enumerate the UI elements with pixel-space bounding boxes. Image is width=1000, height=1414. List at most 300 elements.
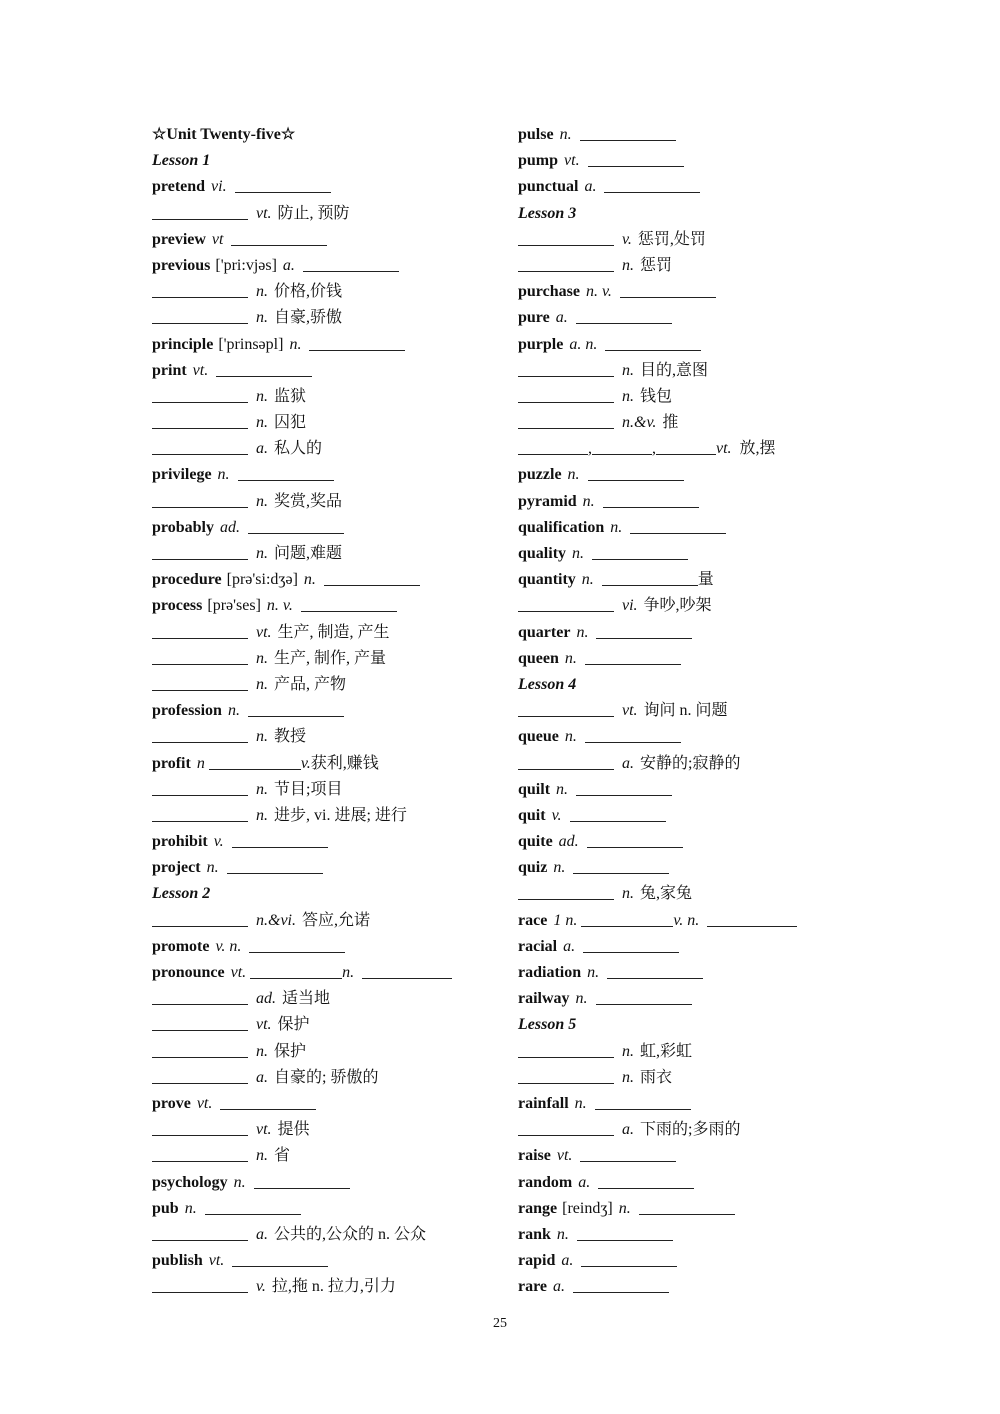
vocab-word: purchase (518, 283, 580, 301)
part-of-speech: n. (556, 1225, 569, 1243)
vocab-row (152, 410, 502, 436)
answer-blank[interactable] (254, 1172, 350, 1189)
vocab-word: quality (518, 545, 567, 562)
vocab-row (518, 1117, 858, 1143)
vocab-word: profit (152, 754, 191, 772)
vocab-word: puzzle (518, 466, 562, 484)
part-of-speech: a. (553, 1278, 566, 1296)
part-of-speech: vt (211, 230, 224, 248)
answer-blank[interactable] (152, 1041, 248, 1058)
part-of-speech: n. (622, 256, 634, 274)
part-of-speech: n. (256, 780, 268, 798)
meaning: 提供 (277, 1121, 310, 1139)
vocab-word: promote (152, 937, 210, 955)
answer-blank[interactable] (152, 1276, 248, 1293)
part-of-speech: a. (561, 1252, 574, 1270)
vocab-row (518, 751, 858, 777)
vocab-row (152, 646, 502, 672)
vocab-row (518, 1248, 858, 1274)
lesson-heading: Lesson 4 (518, 675, 577, 693)
part-of-speech: n. (342, 964, 355, 981)
part-of-speech: a. (622, 754, 634, 772)
vocab-word: principle (152, 335, 214, 353)
answer-blank[interactable] (518, 1067, 614, 1084)
vocab-row (518, 358, 858, 384)
meaning: 生产, 制造, 产生 (277, 623, 390, 641)
vocab-row (152, 515, 502, 541)
vocab-row (152, 960, 502, 986)
vocab-row (518, 541, 858, 567)
part-of-speech: 1 n. (553, 911, 578, 929)
answer-blank[interactable] (518, 1041, 614, 1058)
answer-blank[interactable] (583, 936, 679, 953)
answer-blank[interactable] (518, 1119, 614, 1136)
vocab-row (518, 515, 858, 541)
answer-blank[interactable] (588, 150, 684, 167)
answer-blank[interactable] (518, 595, 614, 612)
vocab-row (152, 1196, 502, 1222)
vocab-row (518, 908, 858, 934)
answer-blank[interactable] (581, 910, 673, 927)
vocab-word: probably (152, 518, 214, 536)
part-of-speech: n. (256, 283, 268, 301)
vocab-word: radiation (518, 964, 582, 981)
vocab-row (518, 1196, 858, 1222)
part-of-speech: n. (256, 649, 268, 667)
vocab-row (152, 724, 502, 750)
vocab-word: profession (152, 702, 222, 720)
meaning: 生产, 制作, 产量 (274, 649, 387, 667)
answer-blank[interactable] (573, 857, 669, 874)
answer-blank[interactable] (152, 674, 248, 691)
vocab-row (518, 1170, 858, 1196)
vocab-word: preview (152, 230, 206, 248)
vocab-row (518, 253, 858, 279)
answer-blank[interactable] (592, 438, 652, 455)
part-of-speech: n. (233, 1173, 246, 1191)
vocab-row (152, 620, 502, 646)
vocab-word: psychology (152, 1173, 228, 1191)
vocab-row (152, 751, 502, 777)
meaning: 私人的 (274, 440, 323, 458)
answer-blank[interactable] (152, 805, 248, 822)
answer-blank[interactable] (152, 203, 248, 220)
part-of-speech: vt. (556, 1147, 573, 1165)
meaning: 放,摆 (739, 440, 776, 458)
part-of-speech: vt. (622, 702, 638, 720)
part-of-speech: n. (256, 1042, 268, 1060)
vocab-row (518, 148, 858, 174)
part-of-speech: n. (572, 545, 585, 562)
vocab-row (152, 227, 502, 253)
vocab-row (152, 829, 502, 855)
answer-blank[interactable] (607, 962, 703, 979)
answer-blank[interactable] (518, 360, 614, 377)
answer-blank[interactable] (576, 779, 672, 796)
vocab-word: punctual (518, 178, 579, 196)
vocab-row (518, 227, 858, 253)
vocab-row (152, 1170, 502, 1196)
answer-blank[interactable] (620, 281, 716, 298)
answer-blank[interactable] (518, 229, 614, 246)
answer-blank[interactable] (238, 464, 334, 481)
vocab-word: purple (518, 335, 564, 353)
meaning: 问题,难题 (274, 545, 343, 562)
vocab-word: railway (518, 990, 570, 1008)
part-of-speech: n. (622, 1068, 634, 1086)
part-of-speech: a. (578, 1173, 591, 1191)
part-of-speech: a. n. (569, 335, 598, 353)
answer-blank[interactable] (209, 753, 301, 770)
part-of-speech: a. (622, 1121, 634, 1139)
lesson-heading: Lesson 2 (152, 885, 211, 903)
answer-blank[interactable] (152, 779, 248, 796)
vocab-row (518, 1065, 858, 1091)
answer-blank[interactable] (518, 386, 614, 403)
part-of-speech: n. (622, 387, 634, 405)
vocab-row (518, 593, 858, 619)
vocab-row (518, 279, 858, 305)
answer-blank[interactable] (596, 988, 692, 1005)
meaning: 奖赏,奖品 (274, 492, 343, 510)
answer-blank[interactable] (362, 962, 452, 979)
meaning: 节目;项目 (274, 780, 343, 798)
part-of-speech: n.&vi. (256, 911, 296, 929)
vocab-word: rare (518, 1278, 548, 1296)
part-of-speech: n. (256, 1147, 268, 1165)
answer-blank[interactable] (152, 910, 248, 927)
answer-blank[interactable] (602, 569, 698, 586)
vocab-row (152, 593, 502, 619)
part-of-speech: n. (256, 806, 268, 824)
answer-blank[interactable] (595, 1093, 691, 1110)
part-of-speech: n. (184, 1199, 197, 1217)
meaning: 省 (274, 1147, 291, 1165)
vocab-word: pub (152, 1199, 179, 1217)
part-of-speech: n (196, 754, 205, 772)
answer-blank[interactable] (232, 1250, 328, 1267)
answer-blank[interactable] (232, 831, 328, 848)
answer-blank[interactable] (216, 360, 312, 377)
part-of-speech: ad. (219, 518, 240, 536)
vocab-row (152, 122, 502, 148)
part-of-speech: n. v. (266, 597, 293, 615)
vocab-word: quantity (518, 571, 576, 589)
part-of-speech: vt. (208, 1252, 225, 1270)
part-of-speech: n.&v. (622, 414, 657, 432)
answer-blank[interactable] (656, 438, 716, 455)
answer-blank[interactable] (518, 412, 614, 429)
part-of-speech: n. (587, 964, 600, 981)
vocab-word: privilege (152, 466, 212, 484)
part-of-speech: vi. (622, 597, 638, 615)
vocab-word: racial (518, 937, 558, 955)
answer-blank[interactable] (248, 700, 344, 717)
vocab-row (152, 1117, 502, 1143)
vocab-row (518, 829, 858, 855)
vocab-row (518, 384, 858, 410)
vocab-row (152, 777, 502, 803)
vocab-word: pretend (152, 178, 206, 196)
meaning: 进步, vi. 进展; 进行 (274, 806, 407, 824)
meaning: 兔,家兔 (640, 885, 693, 903)
phonetic: ['pri:vjəs] (215, 256, 277, 274)
phonetic: ['prinsəpl] (218, 335, 284, 353)
vocab-word: project (152, 859, 201, 877)
vocab-row (152, 358, 502, 384)
answer-blank[interactable] (581, 1250, 677, 1267)
vocab-row (152, 803, 502, 829)
lesson-heading: Lesson 3 (518, 204, 577, 222)
answer-blank[interactable] (603, 491, 699, 508)
vocab-word: process (152, 597, 203, 615)
answer-blank[interactable] (152, 622, 248, 639)
answer-blank[interactable] (152, 1145, 248, 1162)
part-of-speech: vt. (716, 440, 732, 458)
vocab-row (152, 462, 502, 488)
answer-blank[interactable] (309, 334, 405, 351)
vocab-row (518, 698, 858, 724)
part-of-speech: n. (610, 518, 623, 536)
answer-blank[interactable] (231, 229, 327, 246)
vocab-row (518, 934, 858, 960)
answer-blank[interactable] (220, 1093, 316, 1110)
answer-blank[interactable] (518, 438, 588, 455)
lesson-heading: Lesson 1 (152, 152, 211, 170)
answer-blank[interactable] (580, 124, 676, 141)
vocab-row (152, 698, 502, 724)
meaning: 保护 (277, 1016, 310, 1034)
answer-blank[interactable] (588, 464, 684, 481)
part-of-speech: a. (256, 1225, 268, 1243)
answer-blank[interactable] (152, 988, 248, 1005)
meaning: 目的,意图 (640, 361, 709, 379)
answer-blank[interactable] (639, 1198, 735, 1215)
answer-blank[interactable] (152, 1067, 248, 1084)
vocab-row (518, 672, 858, 698)
part-of-speech: n. (556, 780, 569, 798)
answer-blank[interactable] (250, 962, 342, 979)
part-of-speech: n. (618, 1199, 631, 1217)
answer-blank[interactable] (576, 307, 672, 324)
answer-blank[interactable] (152, 648, 248, 665)
meaning: 教授 (274, 728, 307, 746)
part-of-speech: v. (213, 833, 224, 851)
vocab-row (518, 960, 858, 986)
part-of-speech: n. (256, 309, 268, 327)
left-column (152, 122, 502, 1300)
answer-blank[interactable] (518, 255, 614, 272)
answer-blank[interactable] (518, 883, 614, 900)
vocab-row (152, 279, 502, 305)
answer-blank[interactable] (592, 543, 688, 560)
vocab-word: quite (518, 833, 553, 851)
vocab-word: print (152, 361, 187, 379)
answer-blank[interactable] (152, 412, 248, 429)
vocab-row (152, 436, 502, 462)
vocab-row (518, 1222, 858, 1248)
part-of-speech: a. (555, 309, 568, 327)
vocab-row (152, 384, 502, 410)
meaning: 惩罚,处罚 (637, 230, 706, 248)
vocab-row (518, 332, 858, 358)
phonetic: [prə'si:dʒə] (226, 571, 298, 589)
meaning: 防止, 预防 (277, 204, 350, 222)
vocab-word: pyramid (518, 492, 577, 510)
vocab-row (152, 541, 502, 567)
meaning: 价格,价钱 (274, 283, 343, 301)
part-of-speech: n. (622, 885, 634, 903)
vocab-row (518, 646, 858, 672)
meaning: 获利,赚钱 (310, 754, 379, 772)
part-of-speech: vt. (256, 623, 272, 641)
part-of-speech: n. (553, 859, 566, 877)
answer-blank[interactable] (518, 700, 614, 717)
vocab-word: range (518, 1199, 558, 1217)
part-of-speech: n. (256, 675, 268, 693)
answer-blank[interactable] (324, 569, 420, 586)
vocab-row (152, 253, 502, 279)
part-of-speech: a. (563, 937, 576, 955)
part-of-speech: n. (582, 492, 595, 510)
answer-blank[interactable] (152, 543, 248, 560)
vocab-row (152, 1222, 502, 1248)
vocab-row (152, 1091, 502, 1117)
part-of-speech: v. (256, 1278, 266, 1296)
part-of-speech: vt. (256, 1121, 272, 1139)
meaning: 惩罚 (640, 256, 673, 274)
answer-blank[interactable] (585, 648, 681, 665)
vocab-row (152, 986, 502, 1012)
part-of-speech: n. (567, 466, 580, 484)
vocab-row (518, 881, 858, 907)
vocab-row: , , vt. 放,摆 (518, 436, 858, 462)
vocab-row (152, 305, 502, 331)
vocab-row (152, 1274, 502, 1300)
part-of-speech: a. (256, 1068, 268, 1086)
answer-blank[interactable] (152, 726, 248, 743)
vocab-word: quilt (518, 780, 551, 798)
part-of-speech: n. (256, 728, 268, 746)
page-number: 25 (493, 1316, 507, 1331)
vocab-row (152, 1065, 502, 1091)
vocab-row (518, 986, 858, 1012)
vocab-row (152, 174, 502, 200)
answer-blank[interactable] (152, 1224, 248, 1241)
vocab-word: prove (152, 1094, 191, 1112)
vocab-word: quarter (518, 623, 571, 641)
vocab-word: rank (518, 1225, 551, 1243)
vocab-word: publish (152, 1252, 203, 1270)
answer-blank[interactable] (596, 622, 692, 639)
vocab-row (152, 908, 502, 934)
answer-blank[interactable] (227, 857, 323, 874)
vocab-row (518, 1091, 858, 1117)
part-of-speech: n. (227, 702, 240, 720)
meaning: 虹,彩虹 (640, 1042, 693, 1060)
vocab-word: race (518, 911, 548, 929)
answer-blank[interactable] (518, 753, 614, 770)
part-of-speech: v. n. (673, 911, 700, 929)
vocab-word: pure (518, 309, 550, 327)
part-of-speech: v. (551, 806, 562, 824)
vocab-word: rainfall (518, 1094, 569, 1112)
answer-blank[interactable] (152, 386, 248, 403)
part-of-speech: vt. (256, 204, 272, 222)
part-of-speech: ad. (256, 990, 276, 1008)
meaning: 雨衣 (640, 1068, 673, 1086)
answer-blank[interactable] (570, 805, 666, 822)
vocab-word: queue (518, 728, 559, 746)
meaning: 安静的;寂静的 (640, 754, 741, 772)
part-of-speech: n. (289, 335, 302, 353)
answer-blank[interactable] (604, 176, 700, 193)
unit-title: ☆Unit Twenty-five☆ (152, 126, 296, 143)
answer-blank[interactable] (152, 1119, 248, 1136)
part-of-speech: ad. (558, 833, 579, 851)
phonetic: [reindʒ] (562, 1199, 613, 1217)
answer-blank[interactable] (248, 517, 344, 534)
vocab-row (518, 1012, 858, 1038)
answer-blank[interactable] (580, 1145, 676, 1162)
part-of-speech: v. (300, 754, 311, 772)
vocab-word: pump (518, 152, 559, 170)
answer-blank[interactable] (587, 831, 683, 848)
answer-blank[interactable] (573, 1276, 669, 1293)
meaning: 监狱 (274, 387, 307, 405)
right-column (518, 122, 858, 1300)
meaning: 拉,拖 n. 拉力,引力 (271, 1278, 396, 1296)
part-of-speech: vt. (256, 1016, 272, 1034)
vocab-row (152, 1039, 502, 1065)
phonetic: [prə'ses] (207, 597, 261, 615)
answer-blank[interactable] (249, 936, 345, 953)
part-of-speech: n. (575, 990, 588, 1008)
vocab-word: prohibit (152, 833, 208, 851)
vocab-word: pronounce (152, 964, 225, 981)
vocab-row (518, 1274, 858, 1300)
answer-blank[interactable] (205, 1198, 301, 1215)
answer-blank[interactable] (152, 438, 248, 455)
answer-blank[interactable] (577, 1224, 673, 1241)
answer-blank[interactable] (605, 334, 701, 351)
vocab-row (518, 122, 858, 148)
meaning: 产品, 产物 (274, 675, 347, 693)
part-of-speech: vt. (230, 964, 247, 981)
answer-blank[interactable] (301, 595, 397, 612)
answer-blank[interactable] (598, 1172, 694, 1189)
answer-blank[interactable] (585, 726, 681, 743)
answer-blank[interactable] (152, 491, 248, 508)
meaning: 囚犯 (274, 414, 307, 432)
part-of-speech: v. n. (215, 937, 242, 955)
vocab-row (518, 305, 858, 331)
vocab-word: previous (152, 256, 211, 274)
part-of-speech: a. (282, 256, 295, 274)
answer-blank[interactable] (152, 1014, 248, 1031)
answer-blank[interactable] (152, 307, 248, 324)
meaning: 推 (662, 414, 679, 432)
meaning: 公共的,公众的 n. 公众 (274, 1225, 427, 1243)
answer-blank[interactable] (152, 281, 248, 298)
part-of-speech: a. (584, 178, 597, 196)
meaning: 询问 n. 问题 (643, 702, 728, 720)
answer-blank[interactable] (303, 255, 399, 272)
answer-blank[interactable] (630, 517, 726, 534)
answer-blank[interactable] (235, 176, 331, 193)
answer-blank[interactable] (707, 910, 797, 927)
vocab-row (152, 1012, 502, 1038)
